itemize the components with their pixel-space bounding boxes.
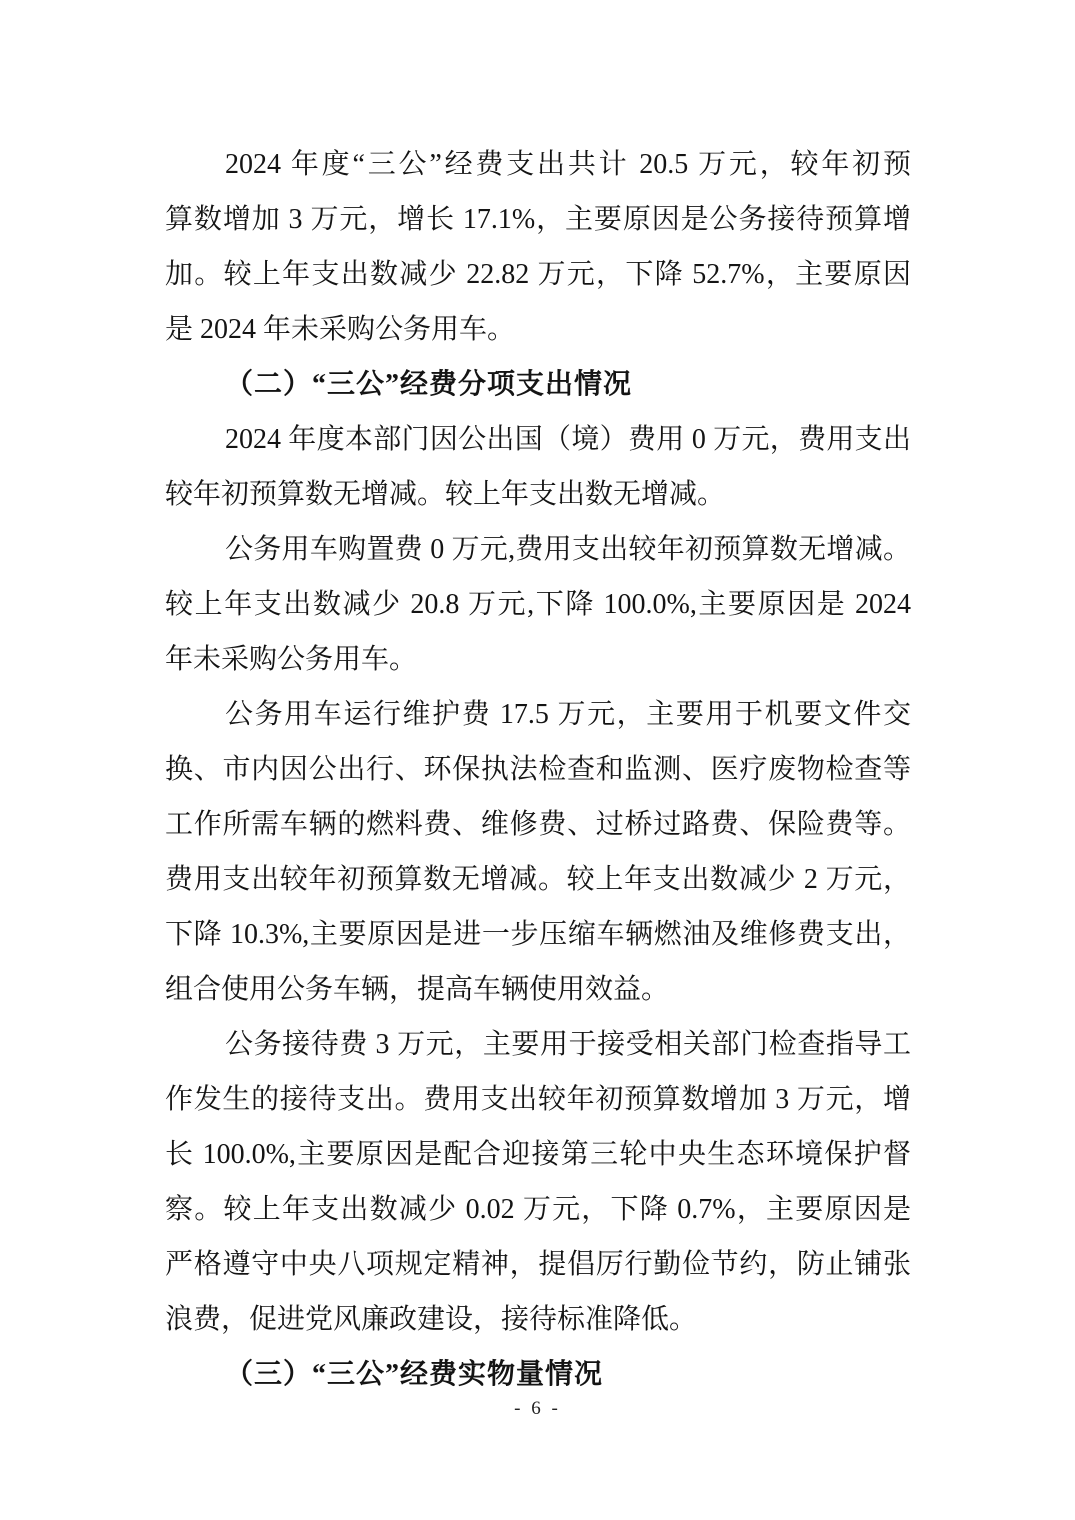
section-heading: （三）“三公”经费实物量情况 (225, 1359, 604, 1390)
page-footer (0, 1398, 1075, 1420)
paragraph-line: 下降 10.3%,主要原因是进一步压缩车辆燃油及维修费支出， (165, 919, 911, 950)
paragraph-line: 察。较上年支出数减少 0.02 万元，下降 0.7%，主要原因是 (165, 1194, 911, 1225)
paragraph-line: 公务用车购置费 0 万元,费用支出较年初预算数无增减。 (225, 534, 911, 565)
paragraph-line: 长 100.0%,主要原因是配合迎接第三轮中央生态环境保护督 (165, 1139, 911, 1170)
paragraph-line: 工作所需车辆的燃料费、维修费、过桥过路费、保险费等。 (165, 809, 911, 840)
paragraph-line: 浪费，促进党风廉政建设，接待标准降低。 (165, 1304, 698, 1335)
paragraph-line: 2024 年度“三公”经费支出共计 20.5 万元，较年初预 (225, 149, 911, 180)
paragraph-line: 较年初预算数无增减。较上年支出数无增减。 (165, 479, 726, 510)
paragraph-line: 算数增加 3 万元，增长 17.1%，主要原因是公务接待预算增 (165, 204, 911, 235)
paragraph-line: 公务接待费 3 万元，主要用于接受相关部门检查指导工 (225, 1029, 911, 1060)
paragraph-line: 严格遵守中央八项规定精神，提倡厉行勤俭节约，防止铺张 (165, 1249, 911, 1280)
paragraph-line: 是 2024 年未采购公务用车。 (165, 314, 516, 345)
paragraph-line: 2024 年度本部门因公出国（境）费用 0 万元，费用支出 (225, 424, 911, 455)
paragraph-line: 作发生的接待支出。费用支出较年初预算数增加 3 万元，增 (165, 1084, 911, 1115)
section-heading: （二）“三公”经费分项支出情况 (225, 369, 633, 400)
paragraph-line: 组合使用公务车辆，提高车辆使用效益。 (165, 974, 670, 1005)
paragraph-line: 公务用车运行维护费 17.5 万元，主要用于机要文件交 (225, 699, 911, 730)
document-body (165, 137, 911, 1402)
paragraph-line: 费用支出较年初预算数无增减。较上年支出数减少 2 万元， (165, 864, 911, 895)
paragraph-line: 换、市内因公出行、环保执法检查和监测、医疗废物检查等 (165, 754, 911, 785)
paragraph-line: 加。较上年支出数减少 22.82 万元，下降 52.7%，主要原因 (165, 259, 911, 290)
paragraph-line: 较上年支出数减少 20.8 万元,下降 100.0%,主要原因是 2024 (165, 589, 911, 620)
page-number: - 6 - (514, 1398, 561, 1419)
paragraph-line: 年未采购公务用车。 (165, 644, 418, 675)
